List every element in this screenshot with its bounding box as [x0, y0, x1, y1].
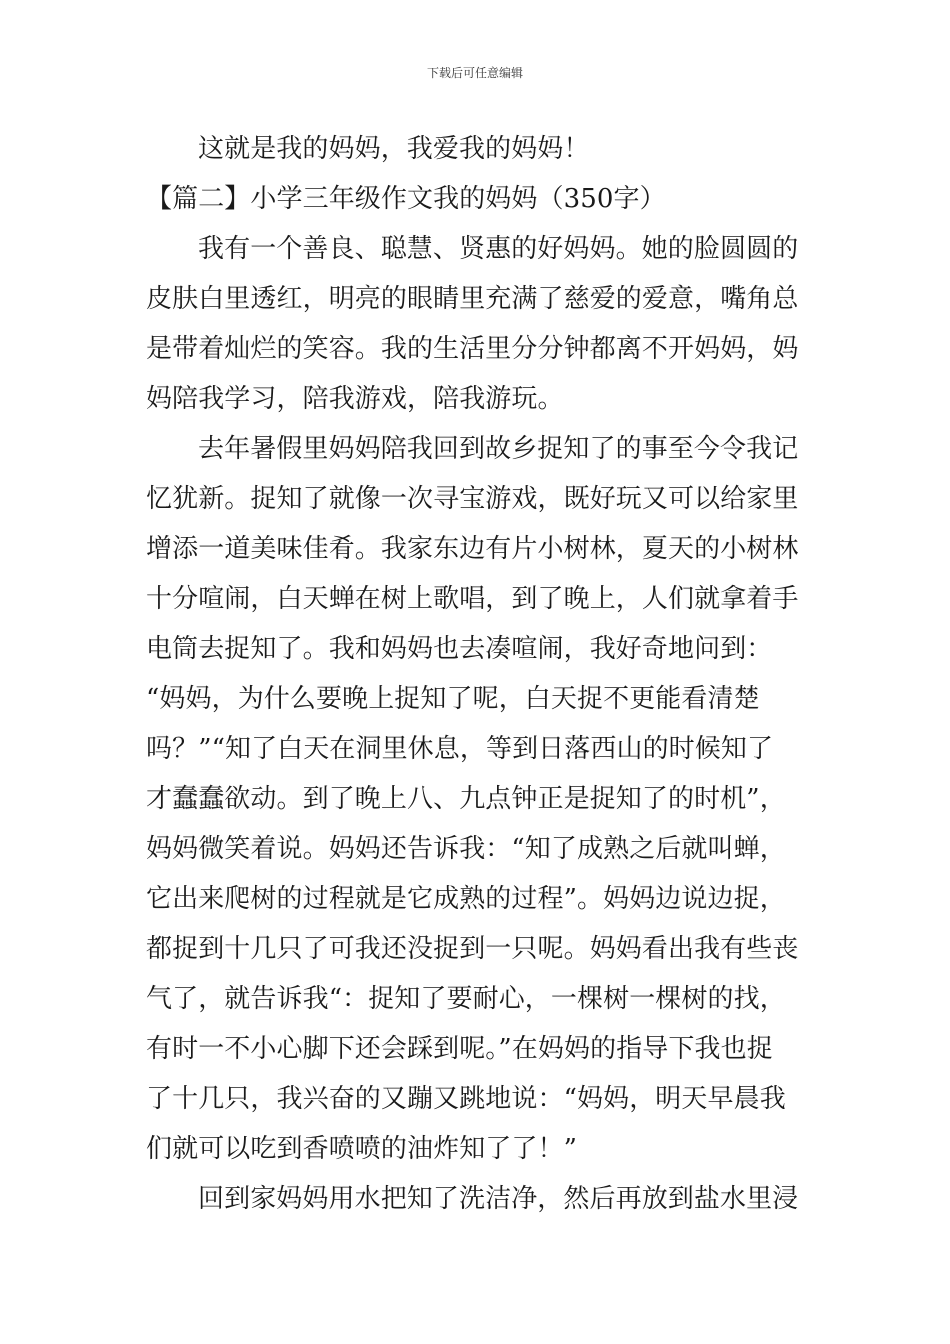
text-line: 这就是我的妈妈，我爱我的妈妈！	[198, 134, 590, 164]
document-body	[146, 124, 808, 1224]
text-line: 妈妈微笑着说。妈妈还告诉我：“知了成熟之后就叫蝉，	[146, 834, 786, 864]
text-line: 们就可以吃到香喷喷的油炸知了了！”	[146, 1134, 577, 1164]
text-line: 吗？”“知了白天在洞里休息，等到日落西山的时候知了	[146, 734, 774, 764]
text-line: 气了，就告诉我“：捉知了要耐心，一棵树一棵树的找，	[146, 984, 786, 1014]
text-line: 电筒去捉知了。我和妈妈也去凑喧闹，我好奇地问到：	[146, 634, 773, 664]
text-line: 回到家妈妈用水把知了洗洁净，然后再放到盐水里浸	[198, 1184, 799, 1214]
text-line: 妈陪我学习，陪我游戏，陪我游玩。	[146, 384, 564, 414]
text-line: 增添一道美味佳肴。我家东边有片小树林，夏天的小树林	[146, 534, 799, 564]
text-line: 都捉到十几只了可我还没捉到一只呢。妈妈看出我有些丧	[146, 934, 799, 964]
text-line: 有时一不小心脚下还会踩到呢。”在妈妈的指导下我也捉	[146, 1034, 773, 1064]
text-line: 了十几只，我兴奋的又蹦又跳地说：“妈妈，明天早晨我	[146, 1084, 786, 1114]
section-heading: 【篇二】小学三年级作文我的妈妈（350字）	[146, 184, 666, 214]
text-line: 我有一个善良、聪慧、贤惠的好妈妈。她的脸圆圆的	[198, 234, 799, 264]
text-line: 才蠢蠢欲动。到了晚上八、九点钟正是捉知了的时机”，	[146, 784, 786, 814]
text-line: “妈妈，为什么要晚上捉知了呢，白天捉不更能看清楚	[146, 684, 760, 714]
text-line: 它出来爬树的过程就是它成熟的过程”。妈妈边说边捉，	[146, 884, 786, 914]
text-line: 去年暑假里妈妈陪我回到故乡捉知了的事至今令我记	[198, 434, 799, 464]
text-line: 皮肤白里透红，明亮的眼睛里充满了慈爱的爱意，嘴角总	[146, 284, 799, 314]
page-header-note: 下载后可任意编辑	[426, 66, 523, 80]
text-line: 是带着灿烂的笑容。我的生活里分分钟都离不开妈妈，妈	[146, 334, 799, 364]
text-line: 十分喧闹，白天蝉在树上歌唱，到了晚上，人们就拿着手	[146, 584, 799, 614]
text-line: 忆犹新。捉知了就像一次寻宝游戏，既好玩又可以给家里	[146, 484, 799, 514]
